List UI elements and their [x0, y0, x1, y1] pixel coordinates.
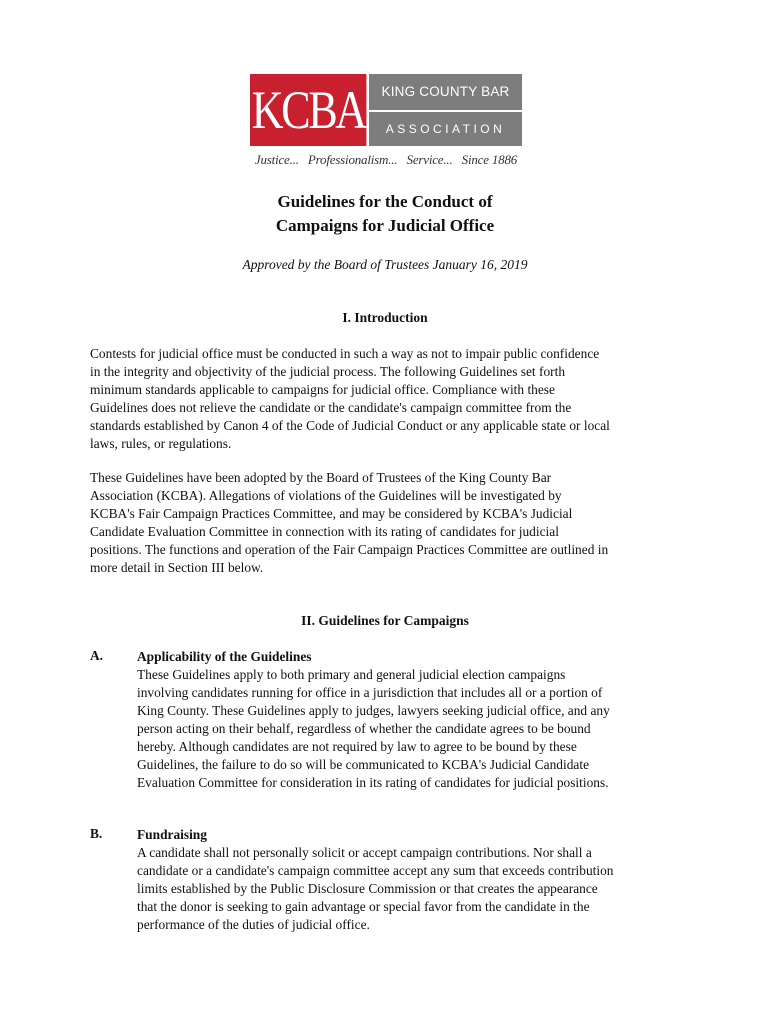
- section-b-title: Fundraising: [137, 827, 207, 842]
- section-b-letter: B.: [90, 826, 103, 841]
- section-a-letter: A.: [90, 648, 104, 663]
- logo-name-line1: KING COUNTY BAR: [369, 74, 522, 110]
- approval-note: Approved by the Board of Trustees January 16, 2019: [242, 257, 528, 272]
- section-a-text: These Guidelines apply to both primary and general judicial election campaigns involving candidates running for office in a jurisdiction that includes all or a portion of King County. These Guidelines apply to judges, lawyers seeking judicial office, and any person acting on their behalf, regardless of whether the candidate agrees to be bound hereby. Although candidates are not required by law to agree to be bound by these Guidelines, the failure to do so will be communicated to KCBA's Judicial Candidate Evaluation Committee for consideration in its rating of candidates for judicial positions.: [137, 667, 610, 790]
- section-heading-guidelines: II. Guidelines for Campaigns: [301, 613, 469, 628]
- title-line-2: Campaigns for Judicial Office: [275, 216, 495, 235]
- section-a-body: [137, 648, 687, 792]
- intro-paragraph-2: These Guidelines have been adopted by the Board of Trustees of the King County Bar Association (KCBA). Allegations of violations of the Guidelines will be investigated by KCBA's Fair Campaign Practices Committee, and may be considered by KCBA's Judicial Candidate Evaluation Committee in connection with its rating of candidates for judicial positions. The functions and operation of the Fair Campaign Practices Committee are outlined in more detail in Section III below.: [90, 470, 609, 575]
- document-title: [0, 190, 770, 238]
- logo-name-line2: ASSOCIATION: [369, 112, 522, 146]
- intro-paragraph-1: Contests for judicial office must be conducted in such a way as not to impair public confidence in the integrity and objectivity of the judicial process. The following Guidelines set forth minimum standards applicable to campaigns for judicial office. Compliance with these Guidelines does not relieve the candidate or the candidate's campaign committee from the standards established by Canon 4 of the Code of Judicial Conduct or any applicable state or local laws, rules, or regulations.: [90, 346, 610, 451]
- section-b-body: [137, 826, 687, 934]
- section-b-text: A candidate shall not personally solicit or accept campaign contributions. Nor shall a candidate or a candidate's campaign committee accept any sum that exceeds contribution limits established by the Public Disclosure Commission or that creates the appearance that the donor is seeking to gain advantage or special favor from the candidate in the performance of the duties of judicial office.: [137, 845, 614, 932]
- section-heading-introduction: I. Introduction: [342, 310, 428, 325]
- logo-acronym: KCBA: [250, 74, 366, 146]
- kcba-logo: [250, 74, 522, 172]
- logo-tagline: Justice... Professionalism... Service... Since 1886: [254, 152, 518, 167]
- section-a-title: Applicability of the Guidelines: [137, 649, 312, 664]
- title-line-1: Guidelines for the Conduct of: [277, 192, 493, 211]
